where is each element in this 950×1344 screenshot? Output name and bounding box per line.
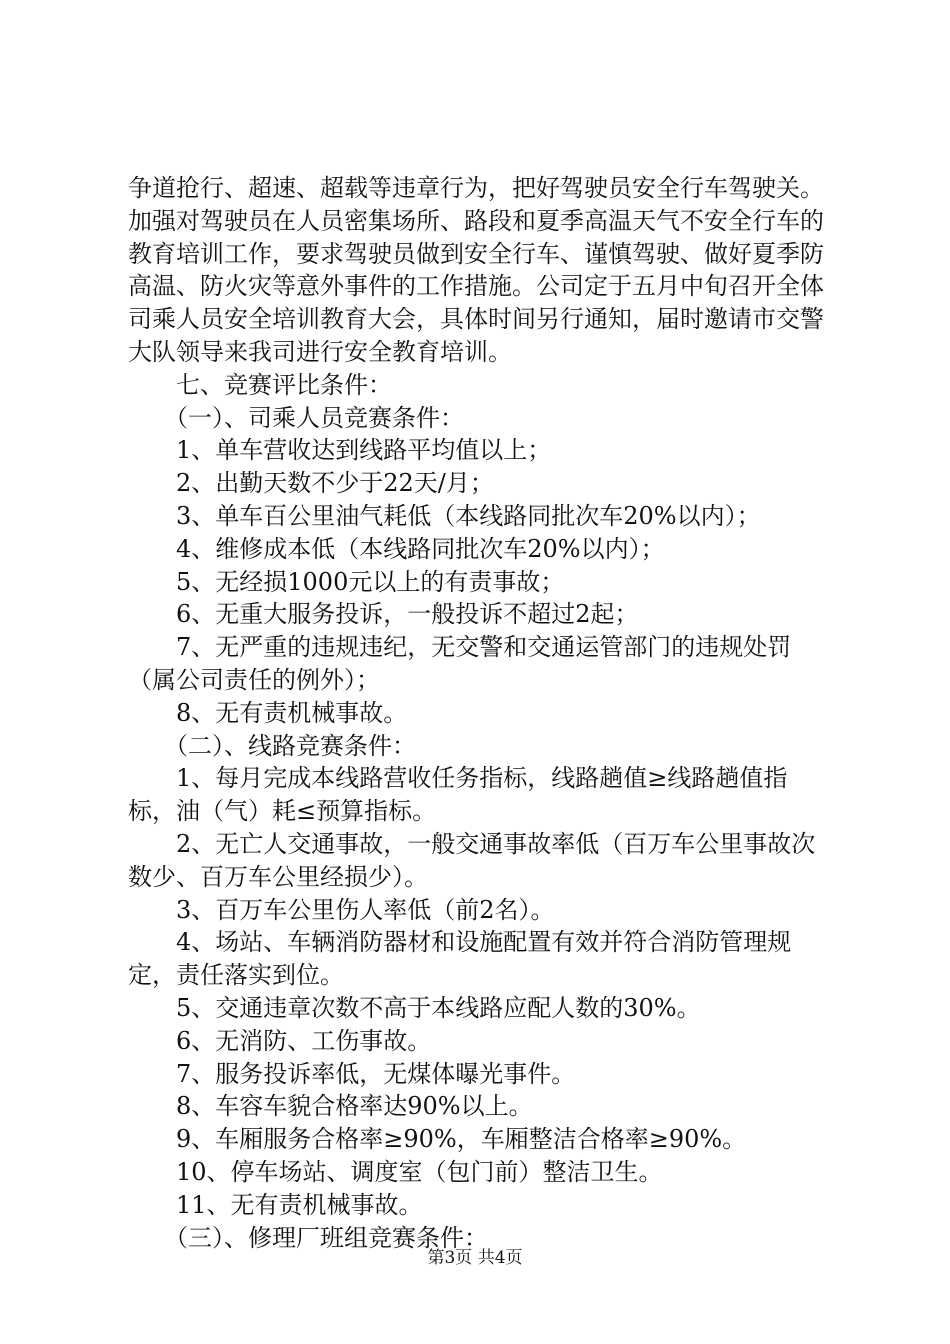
list-item: 8、车容车貌合格率达90%以上。 [176,1092,533,1121]
page-number: 第3页 共4页 [427,1248,523,1268]
subsection-heading-3: （三）、修理厂班组竞赛条件： [164,1223,488,1252]
list-item: 2、出勤天数不少于22天/月； [176,469,494,498]
list-item: 2、无亡人交通事故，一般交通事故率低（百万车公里事故次数少、百万车公里经损少）。 [128,829,816,891]
document-body [128,172,832,1254]
list-item: 7、无严重的违规违纪，无交警和交通运管部门的违规处罚（属公司责任的例外）； [128,633,792,694]
list-item: 6、无消防、工伤事故。 [176,1026,432,1055]
subsection-heading-2: （二）、线路竞赛条件： [164,731,416,760]
paragraph-continuation: 争道抢行、超速、超载等违章行为，把好驾驶员安全行车驾驶关。加强对驾驶员在人员密集场所、路段和夏季高温天气不安全行车的教育培训工作，要求驾驶员做到安全行车、谨慎驾驶、做好夏季防高温、防火灾等意外事件的工作措施。公司定于五月中旬召开全体司乘人员安全培训教育大会，具体时间另行通知，届时邀请市交警大队领导来我司进行安全教育培训。 [128,174,824,366]
list-item: 3、百万车公里伤人率低（前2名）。 [176,895,555,924]
section-heading-7: 七、竞赛评比条件： [176,370,392,399]
list-item: 5、交通违章次数不高于本线路应配人数的30%。 [176,993,701,1022]
list-item: 6、无重大服务投诉，一般投诉不超过2起； [176,600,639,629]
list-item: 9、车厢服务合格率≥90%，车厢整洁合格率≥90%。 [176,1125,747,1154]
list-item: 4、场站、车辆消防器材和设施配置有效并符合消防管理规定，责任落实到位。 [128,928,792,990]
subsection-heading-1: （一）、司乘人员竞赛条件： [164,403,464,432]
list-item: 3、单车百公里油气耗低（本线路同批次车20%以内）； [176,501,761,530]
list-item: 5、无经损1000元以上的有责事故； [176,567,565,596]
page-footer [0,1247,950,1269]
list-item: 8、无有责机械事故。 [176,698,408,727]
list-item: 10、停车场站、调度室（包门前）整洁卫生。 [176,1157,663,1186]
list-item: 1、单车营收达到线路平均值以上； [176,436,552,465]
list-item: 1、每月完成本线路营收任务指标，线路趟值≥线路趟值指标，油（气）耗≤预算指标。 [128,764,788,826]
list-item: 4、维修成本低（本线路同批次车20%以内）； [176,534,665,563]
list-item: 7、服务投诉率低，无煤体曝光事件。 [176,1059,576,1088]
list-item: 11、无有责机械事故。 [176,1190,423,1219]
